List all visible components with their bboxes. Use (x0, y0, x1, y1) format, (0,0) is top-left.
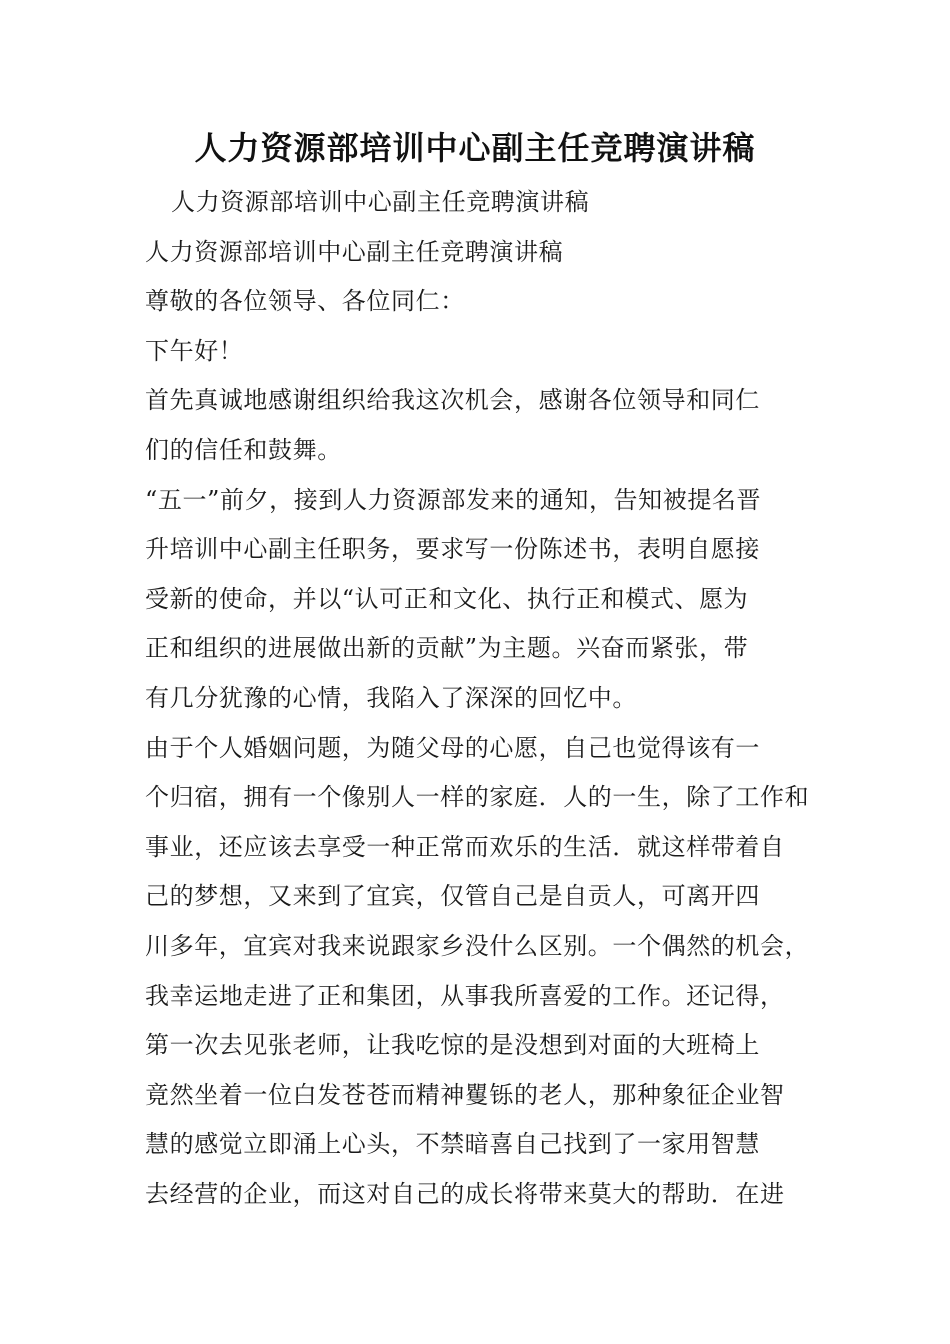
paragraph-line: 第一次去见张老师，让我吃惊的是没想到对面的大班椅上 (145, 1031, 760, 1060)
paragraph-line: 有几分犹豫的心情，我陷入了深深的回忆中。 (145, 683, 637, 712)
paragraph-line: 川多年，宜宾对我来说跟家乡没什么区别。一个偶然的机会， (145, 931, 810, 960)
paragraph-line: 受新的使命，并以“认可正和文化、执行正和模式、愿为 (145, 584, 749, 613)
paragraph-line: “五一”前夕，接到人力资源部发来的通知，告知被提名晋 (145, 485, 762, 514)
paragraph-line: 事业，还应该去享受一种正常而欢乐的生活．就这样带着自 (145, 832, 785, 861)
paragraph-line: 人力资源部培训中心副主任竞聘演讲稿 (171, 188, 590, 216)
paragraph-line: 们的信任和鼓舞。 (145, 435, 342, 464)
paragraph-line: 慧的感觉立即涌上心头，不禁暗喜自己找到了一家用智慧 (145, 1130, 760, 1159)
paragraph-line: 去经营的企业，而这对自己的成长将带来莫大的帮助．在进 (145, 1179, 785, 1208)
paragraph-line: 个归宿，拥有一个像别人一样的家庭．人的一生，除了工作和 (145, 783, 810, 812)
paragraph-line: 我幸运地走进了正和集团，从事我所喜爱的工作。还记得， (145, 981, 785, 1010)
paragraph-line: 人力资源部培训中心副主任竞聘演讲稿 (145, 237, 564, 266)
document-title: 人力资源部培训中心副主任竞聘演讲稿 (194, 129, 756, 167)
paragraph-line: 首先真诚地感谢组织给我这次机会，感谢各位领导和同仁 (145, 386, 760, 415)
paragraph-line: 由于个人婚姻问题，为随父母的心愿，自己也觉得该有一 (145, 733, 760, 762)
paragraph-line: 己的梦想，又来到了宜宾，仅管自己是自贡人，可离开四 (145, 882, 760, 911)
paragraph-line: 下午好！ (145, 336, 244, 365)
paragraph-line: 竟然坐着一位白发苍苍而精神矍铄的老人，那种象征企业智 (145, 1080, 785, 1109)
paragraph-line: 升培训中心副主任职务，要求写一份陈述书，表明自愿接 (145, 535, 760, 564)
paragraph-line: 正和组织的进展做出新的贡献”为主题。兴奋而紧张，带 (145, 634, 749, 663)
paragraph-line: 尊敬的各位领导、各位同仁： (145, 287, 465, 316)
document-body (145, 178, 815, 1219)
